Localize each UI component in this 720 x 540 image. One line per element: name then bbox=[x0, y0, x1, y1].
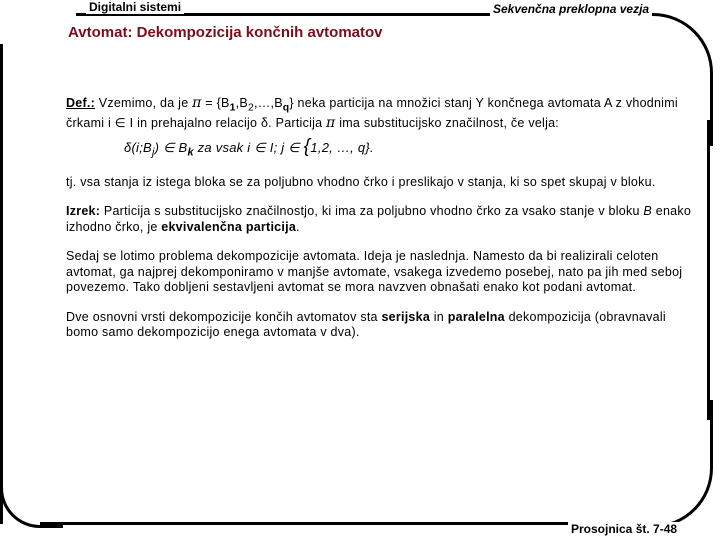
theorem-paragraph bbox=[66, 204, 696, 235]
formula-sub-k: k bbox=[187, 146, 194, 159]
theorem-text-b: enako izhodno črko, je bbox=[66, 204, 692, 234]
subscript-1: 1 bbox=[229, 102, 236, 114]
theorem-block-b: B bbox=[643, 204, 653, 219]
frame-right-line bbox=[707, 120, 710, 420]
slide-title: Avtomat: Dekompozicija končnih avtomatov bbox=[68, 24, 383, 41]
header-chapter-title: Sekvenčna preklopna vezja bbox=[490, 2, 652, 16]
theorem-bold-term: ekvivalenčna particija bbox=[161, 219, 297, 234]
serial-term: serijska bbox=[381, 309, 431, 324]
subscript-q: q bbox=[282, 102, 290, 114]
formula-brace: { bbox=[303, 135, 311, 157]
definition-paragraph bbox=[66, 96, 696, 132]
theorem-text-a: Particija s substitucijsko značilnostjo, ki ima za poljubno vhodno črko za vsako stanje v bloku bbox=[100, 204, 644, 219]
types-text-b: in bbox=[430, 309, 448, 324]
pi-symbol-2: π bbox=[326, 115, 336, 131]
subscript-2: 2 bbox=[247, 102, 254, 114]
decomposition-types-paragraph bbox=[66, 310, 696, 341]
definition-label: Def.: bbox=[66, 96, 96, 110]
frame-left-line bbox=[0, 44, 3, 524]
formula-d: 1,2, …, q}. bbox=[310, 139, 374, 155]
theorem-label: Izrek: bbox=[66, 204, 101, 219]
parallel-term: paralelna bbox=[447, 309, 505, 324]
theorem-text-c: . bbox=[296, 219, 300, 234]
definition-text-c: ,B bbox=[235, 96, 248, 110]
definition-text-e: } neka particija na množici stanj Y končnega avtomata A z vhodnimi črkami i ∈ I in prehajalno relacijo δ. Particija bbox=[66, 96, 678, 130]
explanation-paragraph: tj. vsa stanja iz istega bloka se za poljubno vhodno črko i preslikajo v stanja, ki so spet skupaj v bloku. bbox=[66, 174, 656, 189]
formula-sub-j: j bbox=[151, 146, 155, 159]
header-course-title: Digitalni sistemi bbox=[86, 0, 184, 14]
definition-text-a: Vzemimo, da je bbox=[95, 96, 193, 110]
slide-body bbox=[66, 96, 696, 341]
definition-text-b: = {B bbox=[201, 96, 230, 110]
types-text-c: dekompozicija (obravnavali bomo samo dekompozicijo enega avtomata v dva). bbox=[66, 309, 666, 340]
formula-b: ) ∈ B bbox=[154, 139, 188, 155]
substitution-formula bbox=[124, 135, 696, 161]
formula-c: za vsak i ∈ I; j ∈ bbox=[193, 139, 304, 155]
formula-a: δ(i;B bbox=[124, 139, 152, 155]
types-text-a: Dve osnovni vrsti dekompozicije končih avtomatov sta bbox=[66, 309, 382, 324]
pi-symbol: π bbox=[192, 95, 202, 111]
slide-number: Prosojnica št. 7-48 bbox=[568, 522, 680, 536]
definition-text-f: ima substitucijsko značilnost, če velja: bbox=[335, 116, 560, 130]
frame-bottom-right-corner bbox=[640, 400, 713, 528]
frame-bottom-left-corner bbox=[0, 470, 63, 528]
definition-text-d: ,…,B bbox=[254, 96, 283, 110]
decomposition-idea-paragraph: Sedaj se lotimo problema dekompozicije avtomata. Ideja je naslednja. Namesto da bi realizirali celoten avtomat, ga najprej dekomponiramo v manjše avtomate, vsakega izvedemo posebej, nato pa jih med seboj povezemo. Tako dobljeni sestavljeni avtomat se mora navzven obnašati enako kot podani avtomat. bbox=[66, 249, 683, 295]
